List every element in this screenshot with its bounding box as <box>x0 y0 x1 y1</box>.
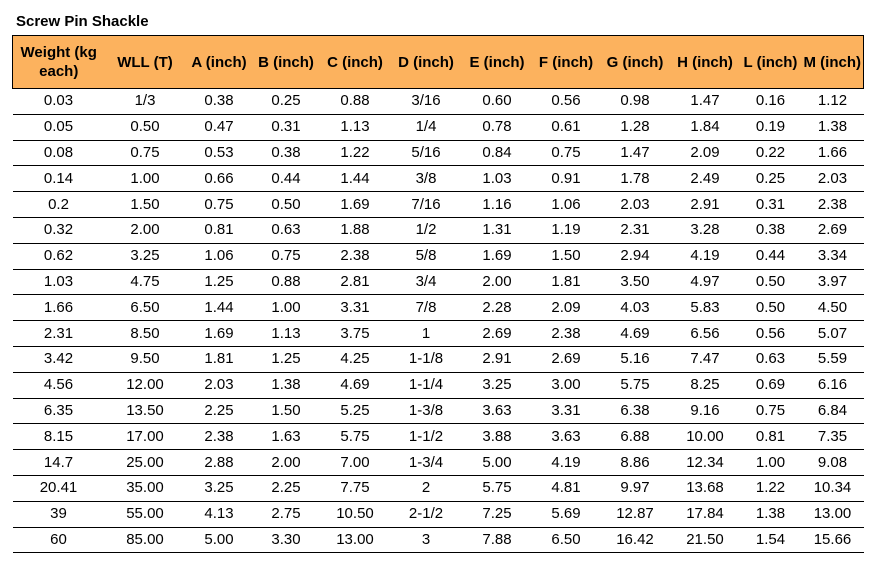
table-cell: 14.7 <box>13 450 105 476</box>
table-cell: 0.62 <box>13 243 105 269</box>
table-cell: 0.75 <box>105 140 186 166</box>
table-cell: 1-1/8 <box>391 346 462 372</box>
table-cell: 1.84 <box>671 114 740 140</box>
table-cell: 1.12 <box>802 89 864 115</box>
table-cell: 1.22 <box>740 475 802 501</box>
table-cell: 9.97 <box>600 475 671 501</box>
table-cell: 5.75 <box>600 372 671 398</box>
table-cell: 2.09 <box>671 140 740 166</box>
table-cell: 21.50 <box>671 527 740 553</box>
table-cell: 0.31 <box>253 114 320 140</box>
table-cell: 1/4 <box>391 114 462 140</box>
table-cell: 2.00 <box>253 450 320 476</box>
table-cell: 20.41 <box>13 475 105 501</box>
table-cell: 2.38 <box>802 192 864 218</box>
table-cell: 3/8 <box>391 166 462 192</box>
table-cell: 5/8 <box>391 243 462 269</box>
table-cell: 0.53 <box>186 140 253 166</box>
column-header: M (inch) <box>802 36 864 89</box>
table-cell: 0.38 <box>253 140 320 166</box>
table-cell: 35.00 <box>105 475 186 501</box>
table-cell: 3.42 <box>13 346 105 372</box>
table-cell: 1.00 <box>253 295 320 321</box>
table-row <box>13 295 864 321</box>
table-cell: 1.22 <box>320 140 391 166</box>
table-cell: 1-3/4 <box>391 450 462 476</box>
table-cell: 6.50 <box>533 527 600 553</box>
table-cell: 10.34 <box>802 475 864 501</box>
table-cell: 0.75 <box>186 192 253 218</box>
table-cell: 10.50 <box>320 501 391 527</box>
table-cell: 1.00 <box>740 450 802 476</box>
table-cell: 7.35 <box>802 424 864 450</box>
table-cell: 1.06 <box>533 192 600 218</box>
column-header: H (inch) <box>671 36 740 89</box>
table-cell: 2.03 <box>802 166 864 192</box>
table-cell: 1.69 <box>462 243 533 269</box>
table-cell: 1.63 <box>253 424 320 450</box>
table-cell: 4.13 <box>186 501 253 527</box>
table-cell: 0.88 <box>253 269 320 295</box>
table-cell: 2.25 <box>186 398 253 424</box>
table-cell: 2.94 <box>600 243 671 269</box>
table-cell: 7.75 <box>320 475 391 501</box>
table-cell: 3.34 <box>802 243 864 269</box>
table-cell: 3/4 <box>391 269 462 295</box>
table-cell: 0.44 <box>740 243 802 269</box>
table-row <box>13 527 864 553</box>
table-cell: 0.50 <box>740 269 802 295</box>
table-cell: 60 <box>13 527 105 553</box>
table-cell: 0.56 <box>533 89 600 115</box>
table-cell: 17.00 <box>105 424 186 450</box>
table-cell: 3.25 <box>462 372 533 398</box>
table-cell: 2.03 <box>600 192 671 218</box>
table-cell: 2.00 <box>105 217 186 243</box>
table-cell: 1/3 <box>105 89 186 115</box>
table-cell: 1.25 <box>186 269 253 295</box>
table-cell: 4.19 <box>533 450 600 476</box>
table-cell: 3.50 <box>600 269 671 295</box>
table-cell: 1 <box>391 321 462 347</box>
table-cell: 5.59 <box>802 346 864 372</box>
table-cell: 13.00 <box>802 501 864 527</box>
table-cell: 0.22 <box>740 140 802 166</box>
table-cell: 4.81 <box>533 475 600 501</box>
table-cell: 1.88 <box>320 217 391 243</box>
table-cell: 1.69 <box>320 192 391 218</box>
table-cell: 0.81 <box>186 217 253 243</box>
table-cell: 2.25 <box>253 475 320 501</box>
table-cell: 1.50 <box>253 398 320 424</box>
table-cell: 4.50 <box>802 295 864 321</box>
table-cell: 1.13 <box>253 321 320 347</box>
table-row <box>13 501 864 527</box>
table-cell: 4.19 <box>671 243 740 269</box>
table-cell: 0.47 <box>186 114 253 140</box>
table-cell: 2.91 <box>462 346 533 372</box>
column-header: G (inch) <box>600 36 671 89</box>
table-cell: 2.91 <box>671 192 740 218</box>
table-cell: 1.28 <box>600 114 671 140</box>
table-cell: 0.16 <box>740 89 802 115</box>
table-row <box>13 475 864 501</box>
table-cell: 0.61 <box>533 114 600 140</box>
table-cell: 1.54 <box>740 527 802 553</box>
table-cell: 4.75 <box>105 269 186 295</box>
table-cell: 6.35 <box>13 398 105 424</box>
table-cell: 1.19 <box>533 217 600 243</box>
table-cell: 1.03 <box>462 166 533 192</box>
table-cell: 0.05 <box>13 114 105 140</box>
table-cell: 1-1/4 <box>391 372 462 398</box>
shackle-spec-table <box>12 35 864 553</box>
table-cell: 5.00 <box>462 450 533 476</box>
table-cell: 0.75 <box>253 243 320 269</box>
table-row <box>13 217 864 243</box>
table-cell: 2.00 <box>462 269 533 295</box>
table-cell: 2.49 <box>671 166 740 192</box>
table-cell: 13.68 <box>671 475 740 501</box>
table-cell: 2.38 <box>320 243 391 269</box>
table-cell: 4.69 <box>600 321 671 347</box>
table-cell: 1.00 <box>105 166 186 192</box>
table-cell: 0.81 <box>740 424 802 450</box>
table-cell: 0.19 <box>740 114 802 140</box>
column-header: A (inch) <box>186 36 253 89</box>
table-cell: 0.03 <box>13 89 105 115</box>
table-cell: 0.08 <box>13 140 105 166</box>
table-cell: 1.38 <box>740 501 802 527</box>
table-cell: 0.60 <box>462 89 533 115</box>
table-cell: 7/8 <box>391 295 462 321</box>
table-cell: 1.25 <box>253 346 320 372</box>
table-cell: 0.38 <box>186 89 253 115</box>
table-cell: 0.63 <box>740 346 802 372</box>
table-cell: 3 <box>391 527 462 553</box>
table-cell: 1.38 <box>802 114 864 140</box>
table-cell: 0.75 <box>533 140 600 166</box>
table-cell: 0.63 <box>253 217 320 243</box>
table-cell: 25.00 <box>105 450 186 476</box>
header-row <box>13 36 864 89</box>
table-cell: 1.66 <box>802 140 864 166</box>
column-header: L (inch) <box>740 36 802 89</box>
column-header: E (inch) <box>462 36 533 89</box>
table-cell: 0.98 <box>600 89 671 115</box>
table-cell: 3/16 <box>391 89 462 115</box>
table-cell: 9.50 <box>105 346 186 372</box>
table-cell: 0.91 <box>533 166 600 192</box>
table-cell: 0.25 <box>740 166 802 192</box>
column-header: Weight (kg each) <box>13 36 105 89</box>
table-row <box>13 269 864 295</box>
table-cell: 0.84 <box>462 140 533 166</box>
table-cell: 1.66 <box>13 295 105 321</box>
table-cell: 1.47 <box>671 89 740 115</box>
table-row <box>13 346 864 372</box>
table-cell: 0.50 <box>740 295 802 321</box>
table-cell: 0.69 <box>740 372 802 398</box>
table-row <box>13 372 864 398</box>
table-cell: 2.88 <box>186 450 253 476</box>
table-cell: 5.69 <box>533 501 600 527</box>
column-header: F (inch) <box>533 36 600 89</box>
table-cell: 15.66 <box>802 527 864 553</box>
table-cell: 1.06 <box>186 243 253 269</box>
table-row <box>13 243 864 269</box>
table-cell: 12.87 <box>600 501 671 527</box>
table-cell: 7.88 <box>462 527 533 553</box>
table-cell: 6.38 <box>600 398 671 424</box>
table-cell: 2.31 <box>13 321 105 347</box>
table-cell: 1.78 <box>600 166 671 192</box>
table-cell: 1.50 <box>105 192 186 218</box>
table-row <box>13 166 864 192</box>
table-cell: 6.56 <box>671 321 740 347</box>
table-cell: 9.08 <box>802 450 864 476</box>
table-cell: 0.66 <box>186 166 253 192</box>
table-cell: 5.07 <box>802 321 864 347</box>
table-cell: 1.50 <box>533 243 600 269</box>
table-cell: 5.75 <box>462 475 533 501</box>
table-row <box>13 398 864 424</box>
table-cell: 1.13 <box>320 114 391 140</box>
table-row <box>13 192 864 218</box>
table-cell: 4.56 <box>13 372 105 398</box>
table-cell: 5.75 <box>320 424 391 450</box>
table-row <box>13 424 864 450</box>
table-cell: 3.25 <box>105 243 186 269</box>
table-cell: 3.31 <box>320 295 391 321</box>
table-cell: 1.81 <box>533 269 600 295</box>
table-cell: 1.81 <box>186 346 253 372</box>
table-cell: 2.03 <box>186 372 253 398</box>
table-cell: 16.42 <box>600 527 671 553</box>
table-cell: 1/2 <box>391 217 462 243</box>
table-cell: 7.25 <box>462 501 533 527</box>
table-cell: 5.83 <box>671 295 740 321</box>
table-cell: 2.69 <box>533 346 600 372</box>
table-cell: 1.16 <box>462 192 533 218</box>
table-cell: 3.63 <box>533 424 600 450</box>
table-cell: 2.81 <box>320 269 391 295</box>
table-cell: 6.50 <box>105 295 186 321</box>
table-cell: 85.00 <box>105 527 186 553</box>
table-cell: 8.15 <box>13 424 105 450</box>
table-cell: 1.38 <box>253 372 320 398</box>
table-row <box>13 321 864 347</box>
table-cell: 0.32 <box>13 217 105 243</box>
table-cell: 39 <box>13 501 105 527</box>
table-row <box>13 114 864 140</box>
table-cell: 2.69 <box>462 321 533 347</box>
table-cell: 1.47 <box>600 140 671 166</box>
table-cell: 3.75 <box>320 321 391 347</box>
table-row <box>13 450 864 476</box>
table-cell: 2.28 <box>462 295 533 321</box>
table-cell: 3.63 <box>462 398 533 424</box>
table-cell: 0.31 <box>740 192 802 218</box>
table-cell: 0.50 <box>253 192 320 218</box>
table-cell: 1-1/2 <box>391 424 462 450</box>
table-cell: 3.00 <box>533 372 600 398</box>
column-header: B (inch) <box>253 36 320 89</box>
table-body <box>13 89 864 553</box>
table-cell: 2.09 <box>533 295 600 321</box>
table-cell: 6.16 <box>802 372 864 398</box>
table-cell: 4.25 <box>320 346 391 372</box>
table-cell: 8.50 <box>105 321 186 347</box>
table-cell: 2.31 <box>600 217 671 243</box>
table-cell: 1.44 <box>320 166 391 192</box>
table-cell: 2.75 <box>253 501 320 527</box>
table-cell: 5/16 <box>391 140 462 166</box>
table-cell: 0.78 <box>462 114 533 140</box>
column-header: D (inch) <box>391 36 462 89</box>
table-cell: 5.25 <box>320 398 391 424</box>
table-cell: 2.38 <box>186 424 253 450</box>
table-cell: 7.00 <box>320 450 391 476</box>
table-cell: 0.88 <box>320 89 391 115</box>
table-cell: 6.88 <box>600 424 671 450</box>
table-cell: 17.84 <box>671 501 740 527</box>
table-cell: 2 <box>391 475 462 501</box>
table-cell: 3.30 <box>253 527 320 553</box>
table-cell: 0.38 <box>740 217 802 243</box>
column-header: C (inch) <box>320 36 391 89</box>
table-cell: 4.97 <box>671 269 740 295</box>
table-cell: 4.69 <box>320 372 391 398</box>
table-cell: 1.69 <box>186 321 253 347</box>
table-cell: 9.16 <box>671 398 740 424</box>
table-cell: 5.00 <box>186 527 253 553</box>
table-row <box>13 140 864 166</box>
table-cell: 3.31 <box>533 398 600 424</box>
table-cell: 6.84 <box>802 398 864 424</box>
table-cell: 55.00 <box>105 501 186 527</box>
table-cell: 3.25 <box>186 475 253 501</box>
table-cell: 13.00 <box>320 527 391 553</box>
table-cell: 2-1/2 <box>391 501 462 527</box>
table-cell: 1.03 <box>13 269 105 295</box>
table-title: Screw Pin Shackle <box>16 13 149 30</box>
table-cell: 8.25 <box>671 372 740 398</box>
table-cell: 4.03 <box>600 295 671 321</box>
table-cell: 0.50 <box>105 114 186 140</box>
table-cell: 1-3/8 <box>391 398 462 424</box>
table-cell: 0.2 <box>13 192 105 218</box>
table-cell: 2.38 <box>533 321 600 347</box>
column-header: WLL (T) <box>105 36 186 89</box>
table-cell: 7/16 <box>391 192 462 218</box>
table-cell: 3.88 <box>462 424 533 450</box>
table-cell: 13.50 <box>105 398 186 424</box>
table-cell: 0.56 <box>740 321 802 347</box>
table-cell: 3.97 <box>802 269 864 295</box>
table-cell: 1.44 <box>186 295 253 321</box>
table-cell: 5.16 <box>600 346 671 372</box>
table-cell: 0.75 <box>740 398 802 424</box>
table-cell: 0.44 <box>253 166 320 192</box>
table-cell: 2.69 <box>802 217 864 243</box>
table-cell: 3.28 <box>671 217 740 243</box>
table-cell: 8.86 <box>600 450 671 476</box>
table-cell: 10.00 <box>671 424 740 450</box>
table-cell: 7.47 <box>671 346 740 372</box>
table-cell: 0.25 <box>253 89 320 115</box>
table-cell: 12.34 <box>671 450 740 476</box>
table-cell: 0.14 <box>13 166 105 192</box>
table-row <box>13 89 864 115</box>
table-cell: 1.31 <box>462 217 533 243</box>
table-cell: 12.00 <box>105 372 186 398</box>
